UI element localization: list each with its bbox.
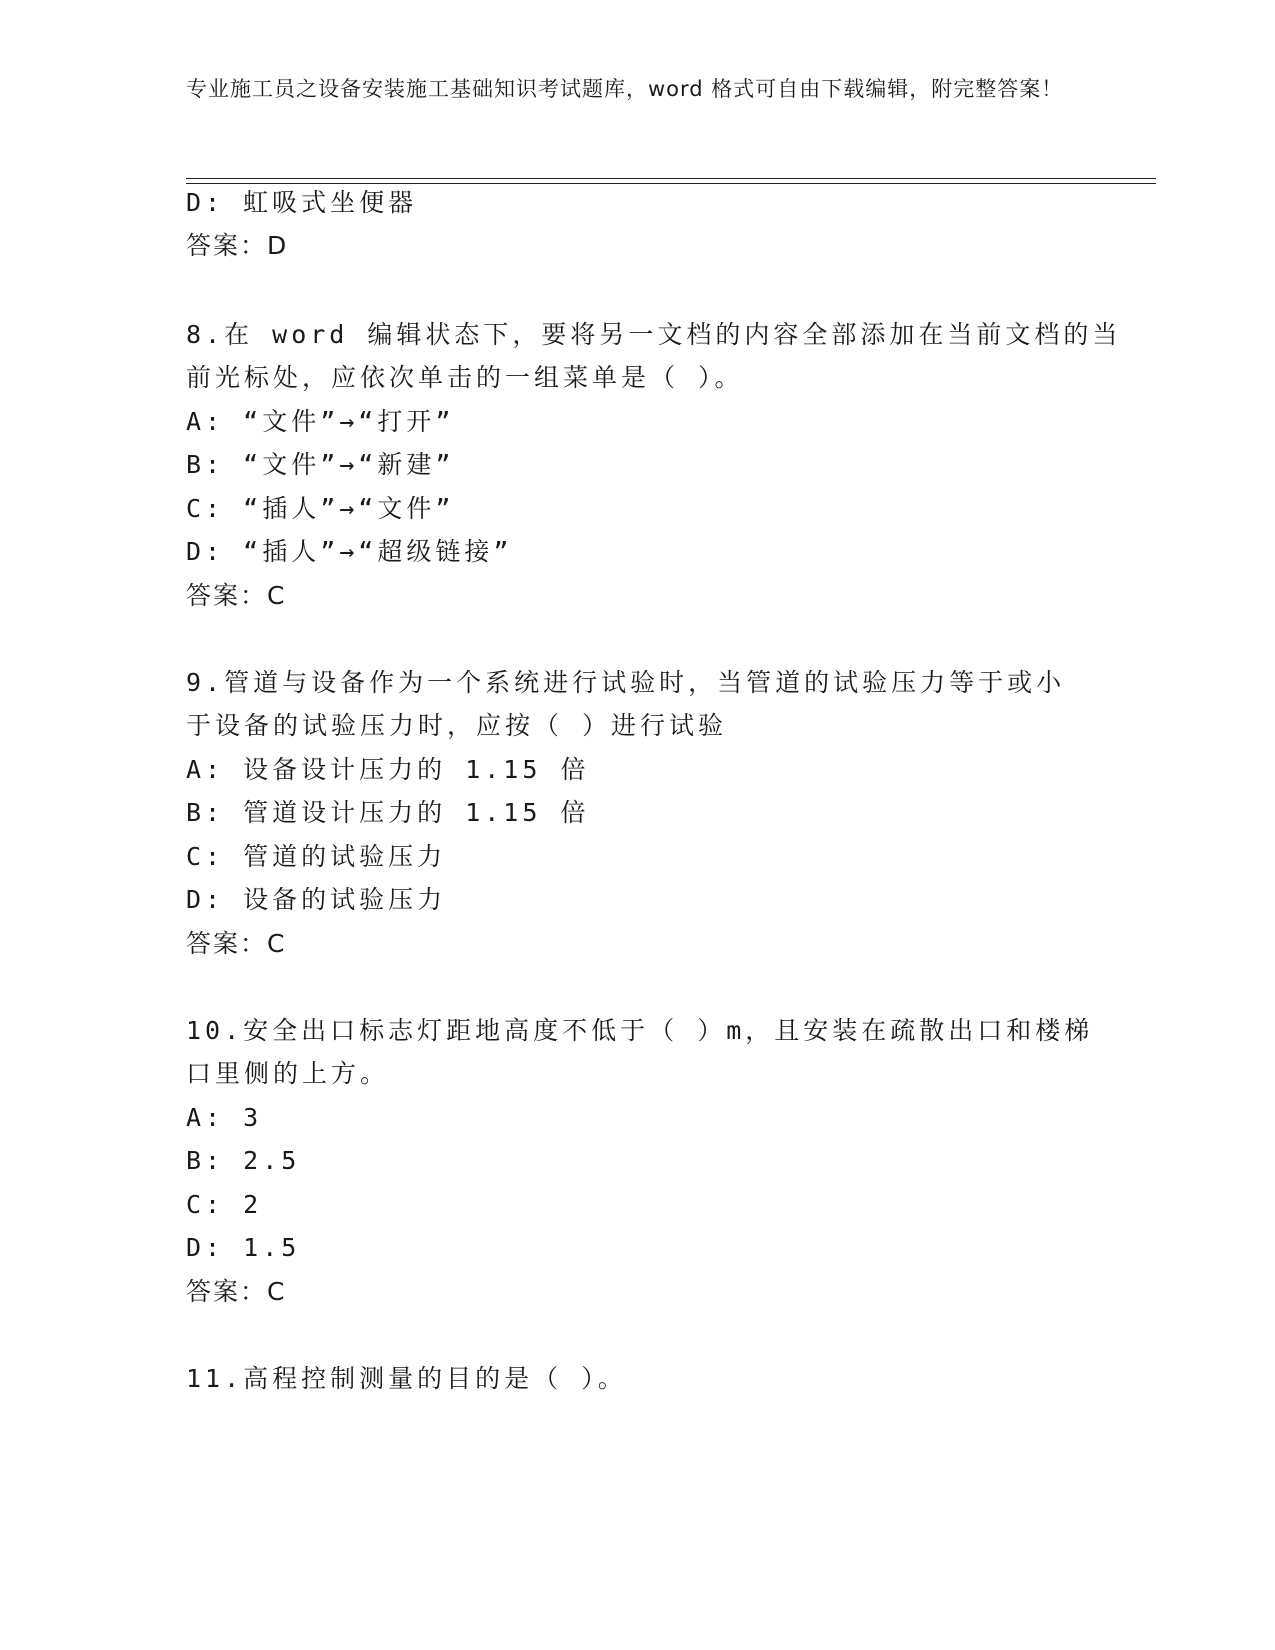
question-text: 于设备的试验压力时，应按（ ）进行试验 — [186, 711, 728, 740]
header-rule-top — [186, 178, 1156, 179]
option-line: C: 2 — [186, 1190, 263, 1219]
answer-line: 答案：C — [186, 581, 287, 610]
question-text: 11.高程控制测量的目的是（ ）。 — [186, 1364, 627, 1393]
option-line: D: “插人”→“超级链接” — [186, 537, 513, 566]
option-line: B: 管道设计压力的 1.15 倍 — [186, 798, 590, 827]
question-text: 10.安全出口标志灯距地高度不低于（ ）m，且安装在疏散出口和楼梯 — [186, 1016, 1094, 1045]
question-text: 8.在 word 编辑状态下，要将另一文档的内容全部添加在当前文档的当 — [186, 320, 1122, 349]
answer-line: 答案：C — [186, 1277, 287, 1306]
option-line: B: “文件”→“新建” — [186, 450, 455, 479]
option-line: C: 管道的试验压力 — [186, 842, 447, 871]
document-header: 专业施工员之设备安装施工基础知识考试题库，word 格式可自由下载编辑，附完整答案！ — [186, 77, 1064, 101]
header-rule-bottom — [186, 183, 1156, 184]
option-line: A: “文件”→“打开” — [186, 407, 455, 436]
option-line: D: 设备的试验压力 — [186, 885, 447, 914]
answer-line: 答案：C — [186, 929, 287, 958]
question-text: 口里侧的上方。 — [186, 1059, 390, 1088]
option-line: D: 1.5 — [186, 1233, 301, 1262]
option-line: A: 3 — [186, 1103, 263, 1132]
question-text: 9.管道与设备作为一个系统进行试验时，当管道的试验压力等于或小 — [186, 668, 1066, 697]
question-text: 前光标处，应依次单击的一组菜单是（ ）。 — [186, 363, 744, 392]
answer-line: 答案：D — [186, 231, 289, 260]
option-line: D: 虹吸式坐便器 — [186, 188, 418, 217]
option-line: A: 设备设计压力的 1.15 倍 — [186, 755, 590, 784]
option-line: B: 2.5 — [186, 1146, 301, 1175]
option-line: C: “插人”→“文件” — [186, 494, 455, 523]
